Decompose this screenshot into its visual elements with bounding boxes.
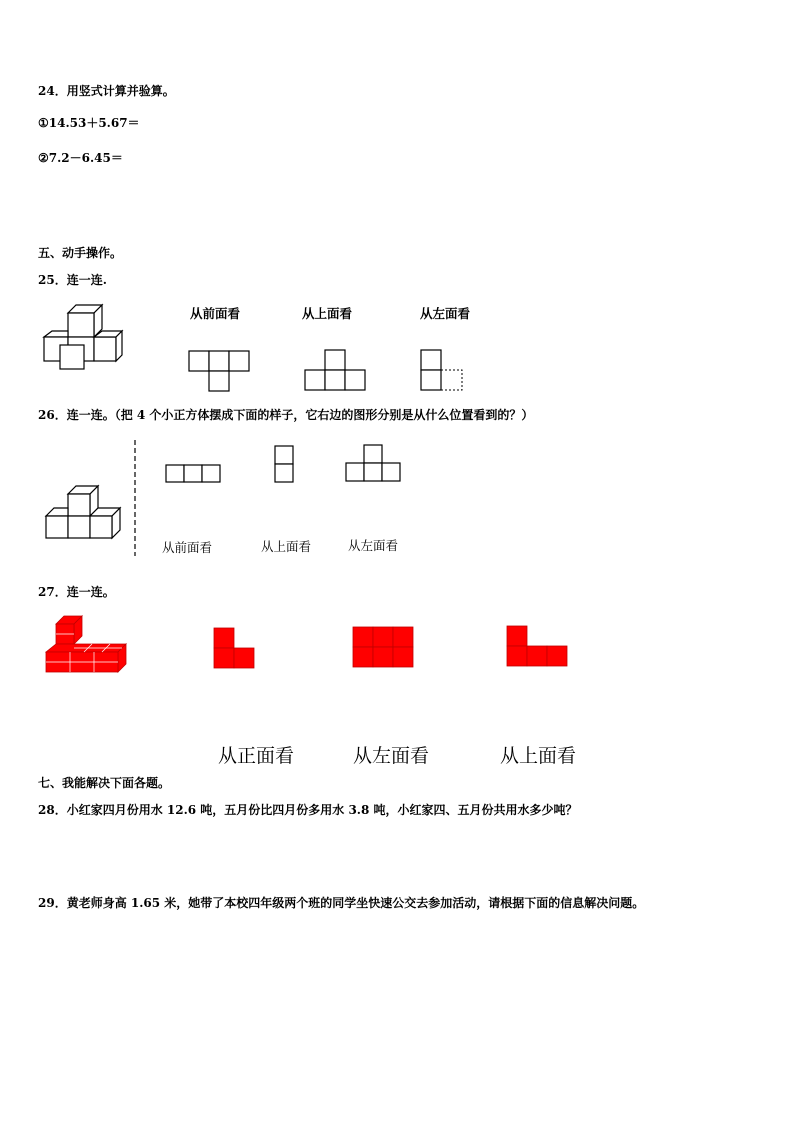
q27-label-front: 从正面看 [218, 745, 295, 767]
q25-title: 25．连一连. [38, 273, 107, 287]
q26-label-top: 从上面看 [261, 539, 312, 554]
q27-view-c [506, 625, 570, 669]
q26-view-c [345, 444, 403, 484]
q25-solid-figure [42, 303, 132, 375]
q28-title: 28．小红家四月份用水 12.6 吨，五月份比四月份多用水 3.8 吨，小红家四、五月份共用水多少吨？ [38, 803, 578, 817]
q26-divider-dashed [133, 440, 137, 556]
q26-solid-figure [46, 484, 126, 540]
q26-view-b [274, 445, 296, 485]
q25-label-top: 从上面看 [302, 306, 353, 321]
q27-view-b [352, 626, 414, 670]
q25-label-left: 从左面看 [420, 306, 471, 321]
q25-label-front: 从前面看 [190, 306, 241, 321]
q27-red-solid-figure [46, 614, 128, 676]
section-5-title: 五、动手操作。 [38, 246, 123, 260]
q25-view-c [420, 349, 466, 393]
q24-item-2: ②7.2－6.45＝ [38, 151, 123, 165]
q24-item-1: ①14.53＋5.67＝ [38, 116, 140, 130]
q29-title: 29．黄老师身高 1.65 米，她带了本校四年级两个班的同学坐快速公交去参加活动，请根据下面的信息解决问题。 [38, 896, 645, 910]
q27-label-left: 从左面看 [353, 745, 430, 767]
q26-view-a [165, 464, 223, 484]
q26-title: 26．连一连。（把 4 个小正方体摆成下面的样子，它右边的图形分别是从什么位置看到的？） [38, 408, 534, 422]
q27-view-a [213, 627, 257, 671]
section-7-title: 七、我能解决下面各题。 [38, 776, 171, 790]
q26-label-left: 从左面看 [348, 538, 399, 553]
q25-view-b [304, 349, 368, 393]
q24-title: 24．用竖式计算并验算。 [38, 84, 175, 98]
q25-view-a [188, 350, 252, 392]
q26-label-front: 从前面看 [162, 540, 213, 555]
q27-title: 27．连一连。 [38, 585, 115, 599]
q27-label-top: 从上面看 [500, 745, 577, 767]
